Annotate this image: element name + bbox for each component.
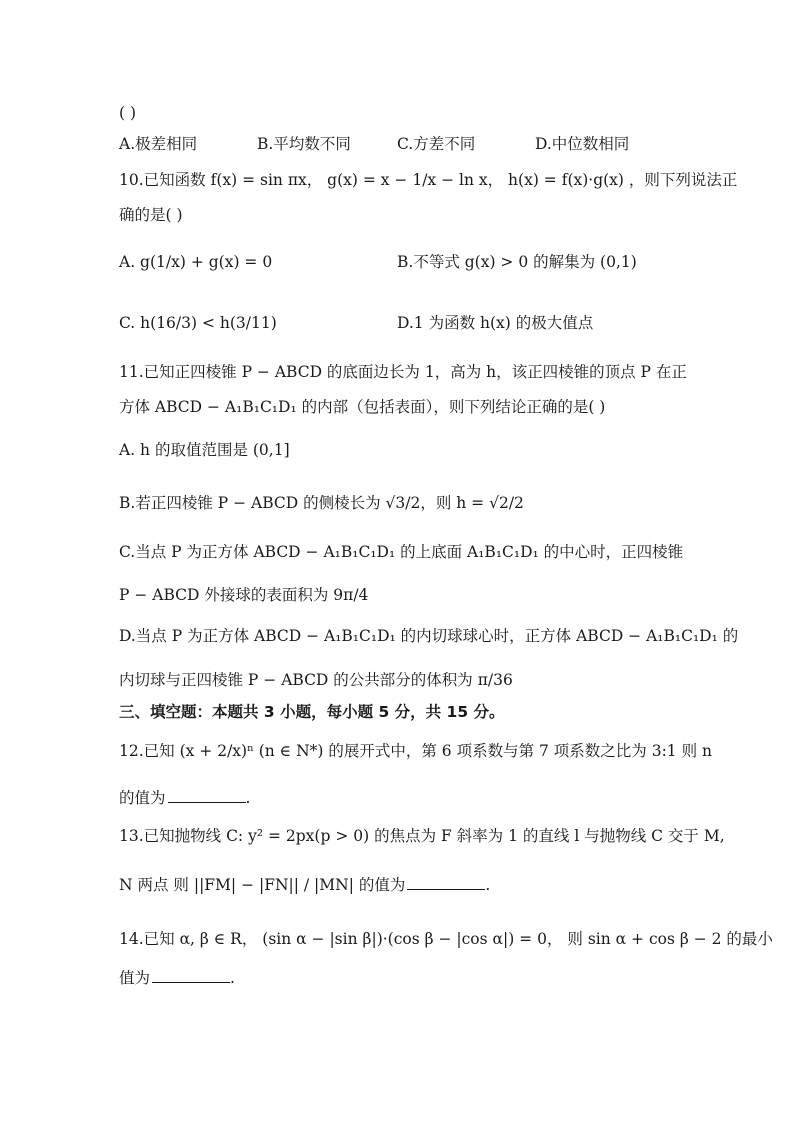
q9-option-c: C.方差不同: [397, 135, 476, 153]
q12-line1: 12.已知 (x + 2/x)ⁿ (n ∈ N*) 的展开式中，第 6 项系数与第 7 项系数之比为 3:1 则 n: [119, 742, 712, 760]
q10-option-c: C. h(16/3) < h(3/11): [119, 314, 277, 332]
q11-option-d-line2: 内切球与正四棱锥 P − ABCD 的公共部分的体积为 π/36: [119, 671, 513, 689]
q14-answer-blank: [152, 968, 230, 983]
section-heading-fill-blank: 三、填空题：本题共 3 小题，每小题 5 分，共 15 分。: [119, 703, 505, 721]
q11-option-b: B.若正四棱锥 P − ABCD 的侧棱长为 √3/2，则 h = √2/2: [119, 494, 524, 512]
q11-stem-line1: 11.已知正四棱锥 P − ABCD 的底面边长为 1，高为 h，该正四棱锥的顶点 P 在正: [119, 363, 687, 381]
q14-line2: 值为 .: [119, 969, 235, 987]
q10-option-b: B.不等式 g(x) > 0 的解集为 (0,1): [397, 253, 637, 271]
q9-tail: ( ): [119, 104, 137, 122]
q11-option-c-line1: C.当点 P 为正方体 ABCD − A₁B₁C₁D₁ 的上底面 A₁B₁C₁D₁ 的中心时，正四棱锥: [119, 543, 684, 561]
q14-line1: 14.已知 α, β ∈ R， (sin α − |sin β|)·(cos β − |cos α|) = 0， 则 sin α + cos β − 2 的最小: [119, 930, 773, 948]
q11-stem-line2: 方体 ABCD − A₁B₁C₁D₁ 的内部（包括表面），则下列结论正确的是( ): [119, 398, 606, 416]
q9-option-d: D.中位数相同: [535, 135, 630, 153]
q13-answer-blank: [407, 875, 485, 890]
q13-line2-text: N 两点 则 ||FM| − |FN|| / |MN| 的值为: [119, 876, 406, 894]
q10-stem-line1: 10.已知函数 f(x) = sin πx， g(x) = x − 1/x − ln x， h(x) = f(x)·g(x) ，则下列说法正: [119, 171, 738, 189]
q9-option-a: A.极差相同: [119, 135, 198, 153]
q14-line2-text: 值为: [119, 969, 151, 987]
q11-option-d-line1: D.当点 P 为正方体 ABCD − A₁B₁C₁D₁ 的内切球球心时，正方体 ABCD − A₁B₁C₁D₁ 的: [119, 627, 739, 645]
q10-stem-line2: 确的是( ): [119, 206, 183, 224]
q11-option-a: A. h 的取值范围是 (0,1]: [119, 441, 290, 459]
q11-option-c-line2: P − ABCD 外接球的表面积为 9π/4: [119, 586, 369, 604]
q10-option-a: A. g(1/x) + g(x) = 0: [119, 253, 273, 271]
q12-answer-blank: [168, 788, 246, 803]
q12-line2-text: 的值为: [119, 789, 166, 807]
q10-option-d: D.1 为函数 h(x) 的极大值点: [397, 314, 594, 332]
q9-option-b: B.平均数不同: [257, 135, 351, 153]
q13-line1: 13.已知抛物线 C: y² = 2px(p > 0) 的焦点为 F 斜率为 1 的直线 l 与抛物线 C 交于 M,: [119, 827, 725, 845]
q13-line2: N 两点 则 ||FM| − |FN|| / |MN| 的值为 .: [119, 876, 491, 894]
q12-line2: 的值为 .: [119, 789, 251, 807]
